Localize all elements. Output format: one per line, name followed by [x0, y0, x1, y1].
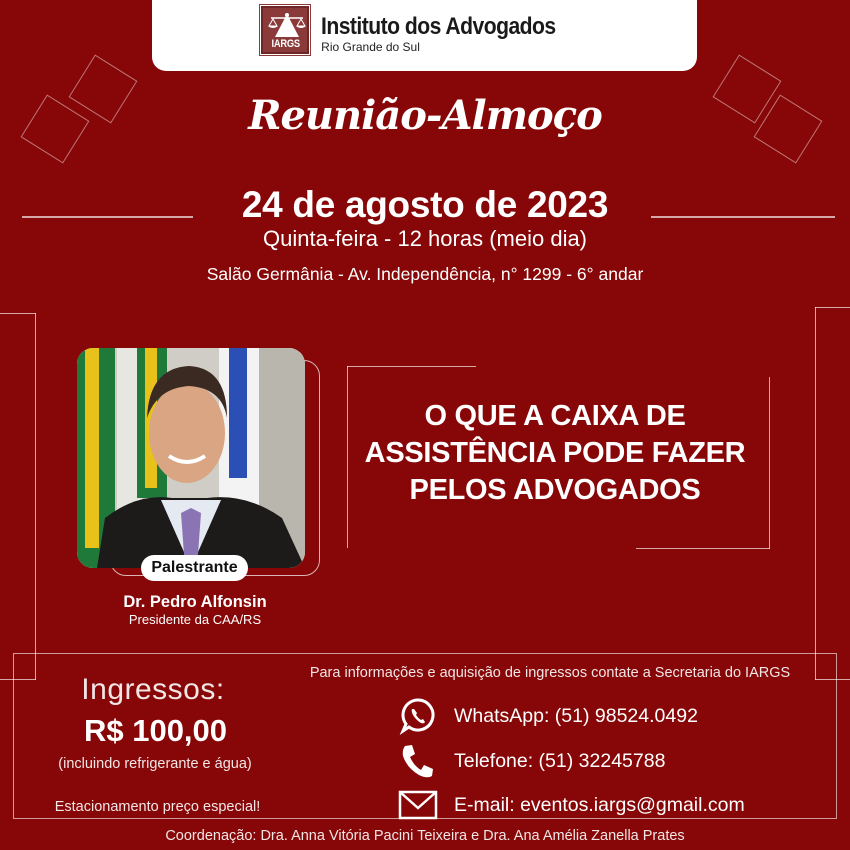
event-weekday-time: Quinta-feira - 12 horas (meio dia)	[262, 226, 588, 251]
org-name: Instituto dos Advogados	[321, 13, 556, 40]
tickets-note: (incluindo refrigerante e água)	[58, 756, 252, 772]
speaker-role: Presidente da CAA/RS	[128, 612, 262, 627]
frame-right	[815, 307, 816, 680]
speaker-name: Dr. Pedro Alfonsin	[123, 593, 267, 611]
topic-frame	[636, 548, 770, 549]
topic-line: PELOS ADVOGADOS	[409, 474, 701, 506]
frame-right	[815, 307, 850, 308]
whatsapp-text: WhatsApp: (51) 98524.0492	[454, 704, 698, 727]
header-card	[152, 0, 697, 71]
frame-left	[0, 313, 36, 314]
event-date: 24 de agosto de 2023	[241, 184, 609, 225]
contact-email[interactable]	[398, 785, 745, 825]
event-title: Reunião-Almoço	[248, 92, 602, 139]
contact-phone[interactable]	[398, 741, 665, 781]
topic-line: O QUE A CAIXA DE	[424, 400, 686, 432]
contact-whatsapp[interactable]	[398, 696, 698, 736]
tickets-label: Ingressos:	[81, 673, 225, 706]
talk-topic	[345, 398, 765, 509]
event-venue: Salão Germânia - Av. Independência, n° 1299 - 6° andar	[206, 264, 644, 284]
speaker-badge: Palestrante	[141, 555, 248, 581]
parking-note: Estacionamento preço especial!	[54, 799, 261, 815]
scales-of-justice-icon	[267, 11, 307, 39]
speaker-photo-image	[77, 348, 305, 568]
frame-left	[35, 313, 36, 680]
topic-line: ASSISTÊNCIA PODE FAZER	[364, 437, 746, 469]
topic-frame	[347, 366, 476, 367]
iargs-logo	[261, 6, 309, 54]
tickets-price: R$ 100,00	[83, 713, 228, 748]
speaker-photo	[77, 348, 305, 568]
phone-icon	[398, 741, 438, 781]
email-text: E-mail: eventos.iargs@gmail.com	[454, 793, 745, 816]
whatsapp-icon	[398, 696, 438, 736]
mail-icon	[398, 785, 438, 825]
phone-text: Telefone: (51) 32245788	[454, 749, 666, 772]
contact-intro: Para informações e aquisição de ingressos contate a Secretaria do IARGS	[309, 665, 791, 681]
topic-frame	[769, 377, 770, 549]
org-subtitle: Rio Grande do Sul	[321, 40, 420, 54]
logo-acronym: IARGS	[271, 38, 300, 50]
coordination-footer: Coordenação: Dra. Anna Vitória Pacini Teixeira e Dra. Ana Amélia Zanella Prates	[165, 828, 685, 844]
